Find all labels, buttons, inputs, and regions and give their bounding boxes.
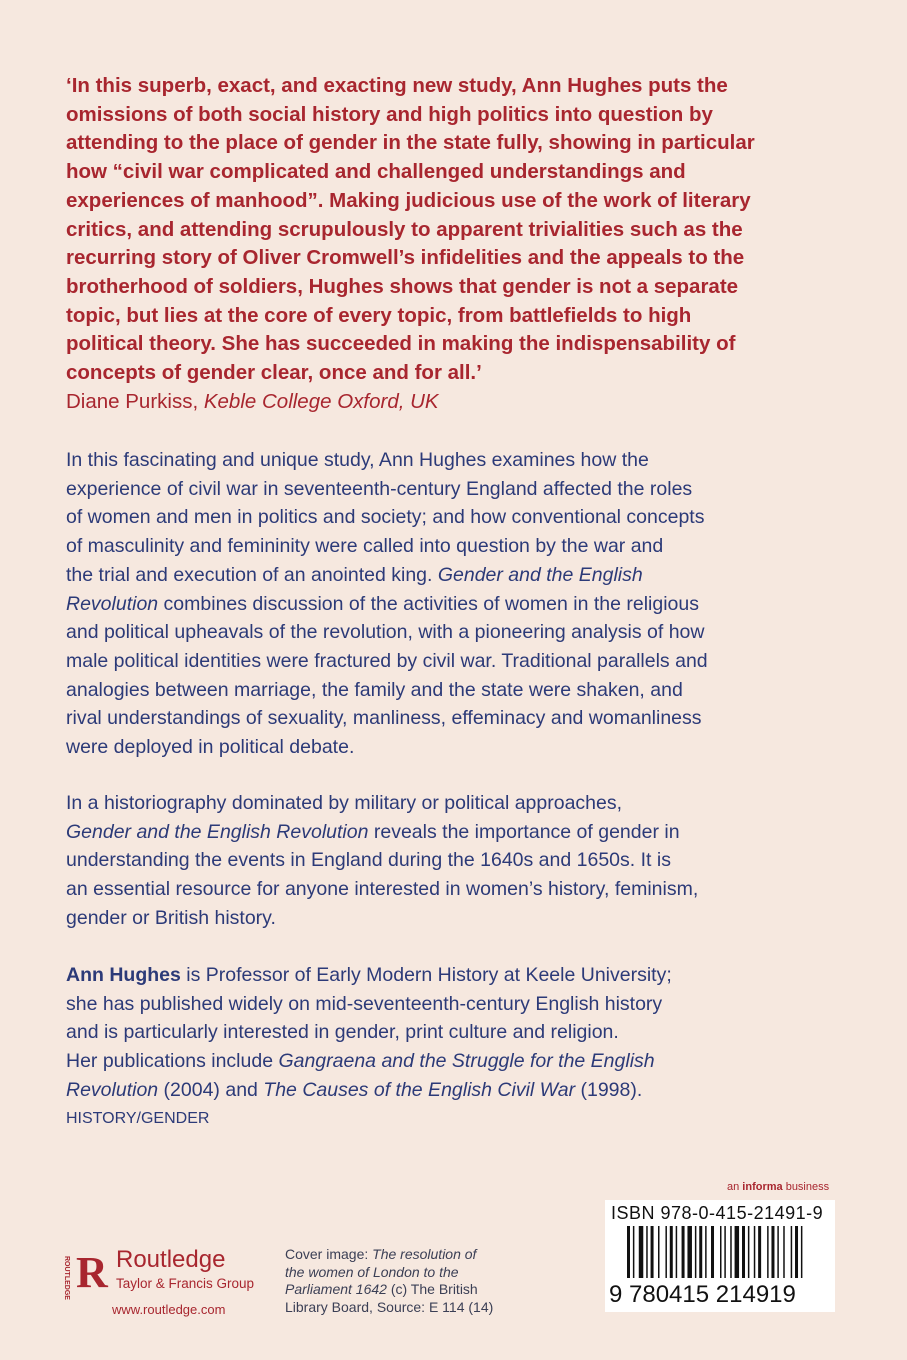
text-line bbox=[66, 733, 866, 762]
barcode-bars-icon bbox=[627, 1226, 827, 1278]
barcode-bar bbox=[699, 1226, 702, 1278]
text-segment: male political identities were fractured by civil war. Traditional parallels and bbox=[66, 649, 708, 672]
text-segment: Her publications include bbox=[66, 1050, 279, 1073]
publisher-name: Routledge bbox=[116, 1246, 226, 1273]
text-line bbox=[66, 446, 866, 475]
barcode-bar bbox=[658, 1226, 660, 1278]
bold-text: Ann Hughes bbox=[66, 964, 181, 986]
text-segment: brotherhood of soldiers, Hughes shows that gender is not a separate bbox=[66, 274, 739, 298]
barcode-bar bbox=[754, 1226, 756, 1278]
text-line bbox=[66, 359, 866, 388]
text-segment: combines discussion of the activities of women in the religious bbox=[158, 592, 699, 615]
text-line bbox=[66, 875, 866, 904]
text-line bbox=[66, 72, 866, 101]
text-line bbox=[66, 1018, 866, 1047]
text-segment: ‘In this superb, exact, and exacting new study, Ann Hughes puts the bbox=[66, 74, 728, 97]
text-segment: experiences of manhood”. Making judicious use of the work of literary bbox=[66, 188, 751, 212]
text-line bbox=[66, 961, 866, 990]
text-line bbox=[285, 1281, 493, 1299]
tagline-post: business bbox=[782, 1181, 830, 1193]
text-segment: how “civil war complicated and challenged understandings and bbox=[66, 160, 686, 184]
attribution-affiliation: Keble College Oxford, UK bbox=[203, 389, 439, 413]
text-line bbox=[66, 532, 866, 561]
routledge-r-icon: R bbox=[76, 1248, 108, 1297]
barcode-bar bbox=[646, 1226, 648, 1278]
tagline-pre: an bbox=[727, 1181, 743, 1193]
barcode-bar bbox=[720, 1226, 722, 1278]
barcode-bar bbox=[758, 1226, 761, 1278]
text-line bbox=[66, 216, 866, 245]
barcode-bar bbox=[676, 1226, 678, 1278]
italic-text: the women of London to the bbox=[285, 1263, 459, 1280]
barcode-bar bbox=[639, 1226, 644, 1278]
text-line bbox=[66, 704, 866, 733]
author-bio bbox=[66, 961, 866, 1105]
text-segment: were deployed in political debate. bbox=[66, 736, 355, 759]
text-line bbox=[66, 187, 866, 216]
barcode-bar bbox=[767, 1226, 769, 1278]
text-segment: critics, and attending scrupulously to apparent trivialities such as the bbox=[66, 217, 743, 241]
italic-text: The resolution of bbox=[372, 1246, 477, 1262]
text-segment: and political upheavals of the revolution, with a pioneering analysis of how bbox=[66, 621, 705, 644]
text-line bbox=[66, 990, 866, 1019]
text-line bbox=[66, 846, 866, 875]
text-segment: concepts of gender clear, once and for all.’ bbox=[66, 361, 482, 385]
text-segment: (2004) and bbox=[158, 1078, 264, 1101]
italic-text: Gender and the English bbox=[437, 563, 643, 586]
text-segment: of women and men in politics and society; and how conventional concepts bbox=[66, 506, 705, 529]
text-segment: recurring story of Oliver Cromwell’s infidelities and the appeals to the bbox=[66, 246, 745, 270]
text-line bbox=[66, 330, 866, 359]
publisher-group: Taylor & Francis Group bbox=[116, 1276, 255, 1291]
logo-side-text: ROUTLEDGE bbox=[63, 1256, 70, 1300]
text-line bbox=[66, 129, 866, 158]
text-line bbox=[285, 1246, 493, 1264]
text-line bbox=[66, 789, 866, 818]
barcode-bar bbox=[791, 1226, 793, 1278]
text-segment: of masculinity and femininity were called into question by the war and bbox=[66, 535, 664, 558]
italic-text: Revolution bbox=[66, 592, 159, 615]
barcode-bar bbox=[633, 1226, 635, 1278]
italic-text: The Causes of the English Civil War bbox=[263, 1078, 576, 1101]
text-segment: the trial and execution of an anointed king. bbox=[66, 563, 438, 586]
text-line bbox=[66, 647, 866, 676]
barcode-bar bbox=[695, 1226, 697, 1278]
barcode-bar bbox=[748, 1226, 750, 1278]
text-segment: experience of civil war in seventeenth-century England affected the roles bbox=[66, 477, 693, 500]
text-line bbox=[66, 1047, 866, 1076]
barcode-bar bbox=[783, 1226, 785, 1278]
barcode-bar bbox=[705, 1226, 707, 1278]
text-segment: an essential resource for anyone interested in women’s history, feminism, bbox=[66, 878, 699, 901]
text-line bbox=[66, 904, 866, 933]
quote-attribution bbox=[66, 388, 866, 417]
italic-text: Parliament 1642 bbox=[285, 1281, 387, 1297]
barcode-bar bbox=[651, 1226, 654, 1278]
text-line bbox=[66, 676, 866, 705]
italic-text: Gangraena and the Struggle for the English bbox=[278, 1050, 655, 1073]
text-segment: (1998). bbox=[575, 1078, 643, 1101]
text-segment: rival understandings of sexuality, manliness, effeminacy and womanliness bbox=[66, 707, 702, 730]
barcode-digits: 9 780415 214919 bbox=[609, 1281, 796, 1308]
barcode-bar bbox=[742, 1226, 745, 1278]
barcode-bar bbox=[730, 1226, 732, 1278]
text-segment: understanding the events in England during the 1640s and 1650s. It is bbox=[66, 849, 671, 872]
text-line bbox=[66, 475, 866, 504]
text-line bbox=[66, 590, 866, 619]
text-line bbox=[66, 1076, 866, 1105]
text-segment: is Professor of Early Modern History at Keele University; bbox=[180, 964, 672, 986]
text-line bbox=[66, 158, 866, 187]
cover-image-credit bbox=[285, 1246, 493, 1316]
text-line bbox=[66, 273, 866, 302]
barcode-bar bbox=[670, 1226, 673, 1278]
barcode-bar bbox=[771, 1226, 774, 1278]
text-line bbox=[66, 818, 866, 847]
text-segment: topic, but lies at the core of every topic, from battlefields to high bbox=[66, 303, 692, 327]
barcode-bar bbox=[665, 1226, 667, 1278]
text-line bbox=[285, 1264, 493, 1282]
text-segment: political theory. She has succeeded in making the indispensability of bbox=[66, 332, 736, 356]
text-segment: In a historiography dominated by military or political approaches, bbox=[66, 792, 623, 814]
barcode-bar bbox=[682, 1226, 685, 1278]
text-line bbox=[66, 101, 866, 130]
attribution-name: Diane Purkiss, bbox=[66, 389, 204, 413]
barcode-bar bbox=[795, 1226, 798, 1278]
italic-text: Revolution bbox=[66, 1078, 159, 1101]
italic-text: Gender and the English Revolution bbox=[66, 820, 369, 843]
text-line bbox=[66, 503, 866, 532]
barcode-bar bbox=[777, 1226, 779, 1278]
text-segment: Cover image: bbox=[285, 1246, 373, 1262]
text-line bbox=[285, 1299, 493, 1317]
subject-category: HISTORY/GENDER bbox=[66, 1110, 210, 1127]
barcode-bar bbox=[687, 1226, 692, 1278]
isbn-text: ISBN 978-0-415-21491-9 bbox=[611, 1203, 824, 1223]
text-segment: and is particularly interested in gender, print culture and religion. bbox=[66, 1021, 619, 1044]
text-line bbox=[66, 244, 866, 273]
text-line bbox=[66, 618, 866, 647]
isbn-barcode bbox=[605, 1200, 835, 1312]
endorsement-quote bbox=[66, 72, 866, 416]
publisher-url[interactable]: www.routledge.com bbox=[112, 1302, 226, 1317]
barcode-bar bbox=[801, 1226, 803, 1278]
text-segment: she has published widely on mid-seventeenth-century English history bbox=[66, 992, 663, 1015]
text-segment: analogies between marriage, the family and the state were shaken, and bbox=[66, 678, 683, 701]
informa-tagline bbox=[727, 1181, 829, 1193]
barcode-bar bbox=[711, 1226, 714, 1278]
barcode-bar bbox=[627, 1226, 630, 1278]
text-segment: (c) The British bbox=[386, 1281, 478, 1297]
text-segment: In this fascinating and unique study, Ann Hughes examines how the bbox=[66, 449, 649, 471]
text-segment: attending to the place of gender in the state fully, showing in particular bbox=[66, 131, 755, 155]
barcode-bar bbox=[724, 1226, 726, 1278]
text-line bbox=[66, 302, 866, 331]
text-segment: omissions of both social history and high politics into question by bbox=[66, 102, 713, 126]
text-segment: reveals the importance of gender in bbox=[368, 820, 680, 843]
text-line bbox=[66, 561, 866, 590]
text-segment: gender or British history. bbox=[66, 906, 276, 929]
description-paragraph-1 bbox=[66, 446, 866, 762]
description-paragraph-2 bbox=[66, 789, 866, 933]
barcode-bar bbox=[735, 1226, 740, 1278]
text-segment: Library Board, Source: E 114 (14) bbox=[285, 1298, 494, 1315]
tagline-brand: informa bbox=[742, 1181, 783, 1193]
